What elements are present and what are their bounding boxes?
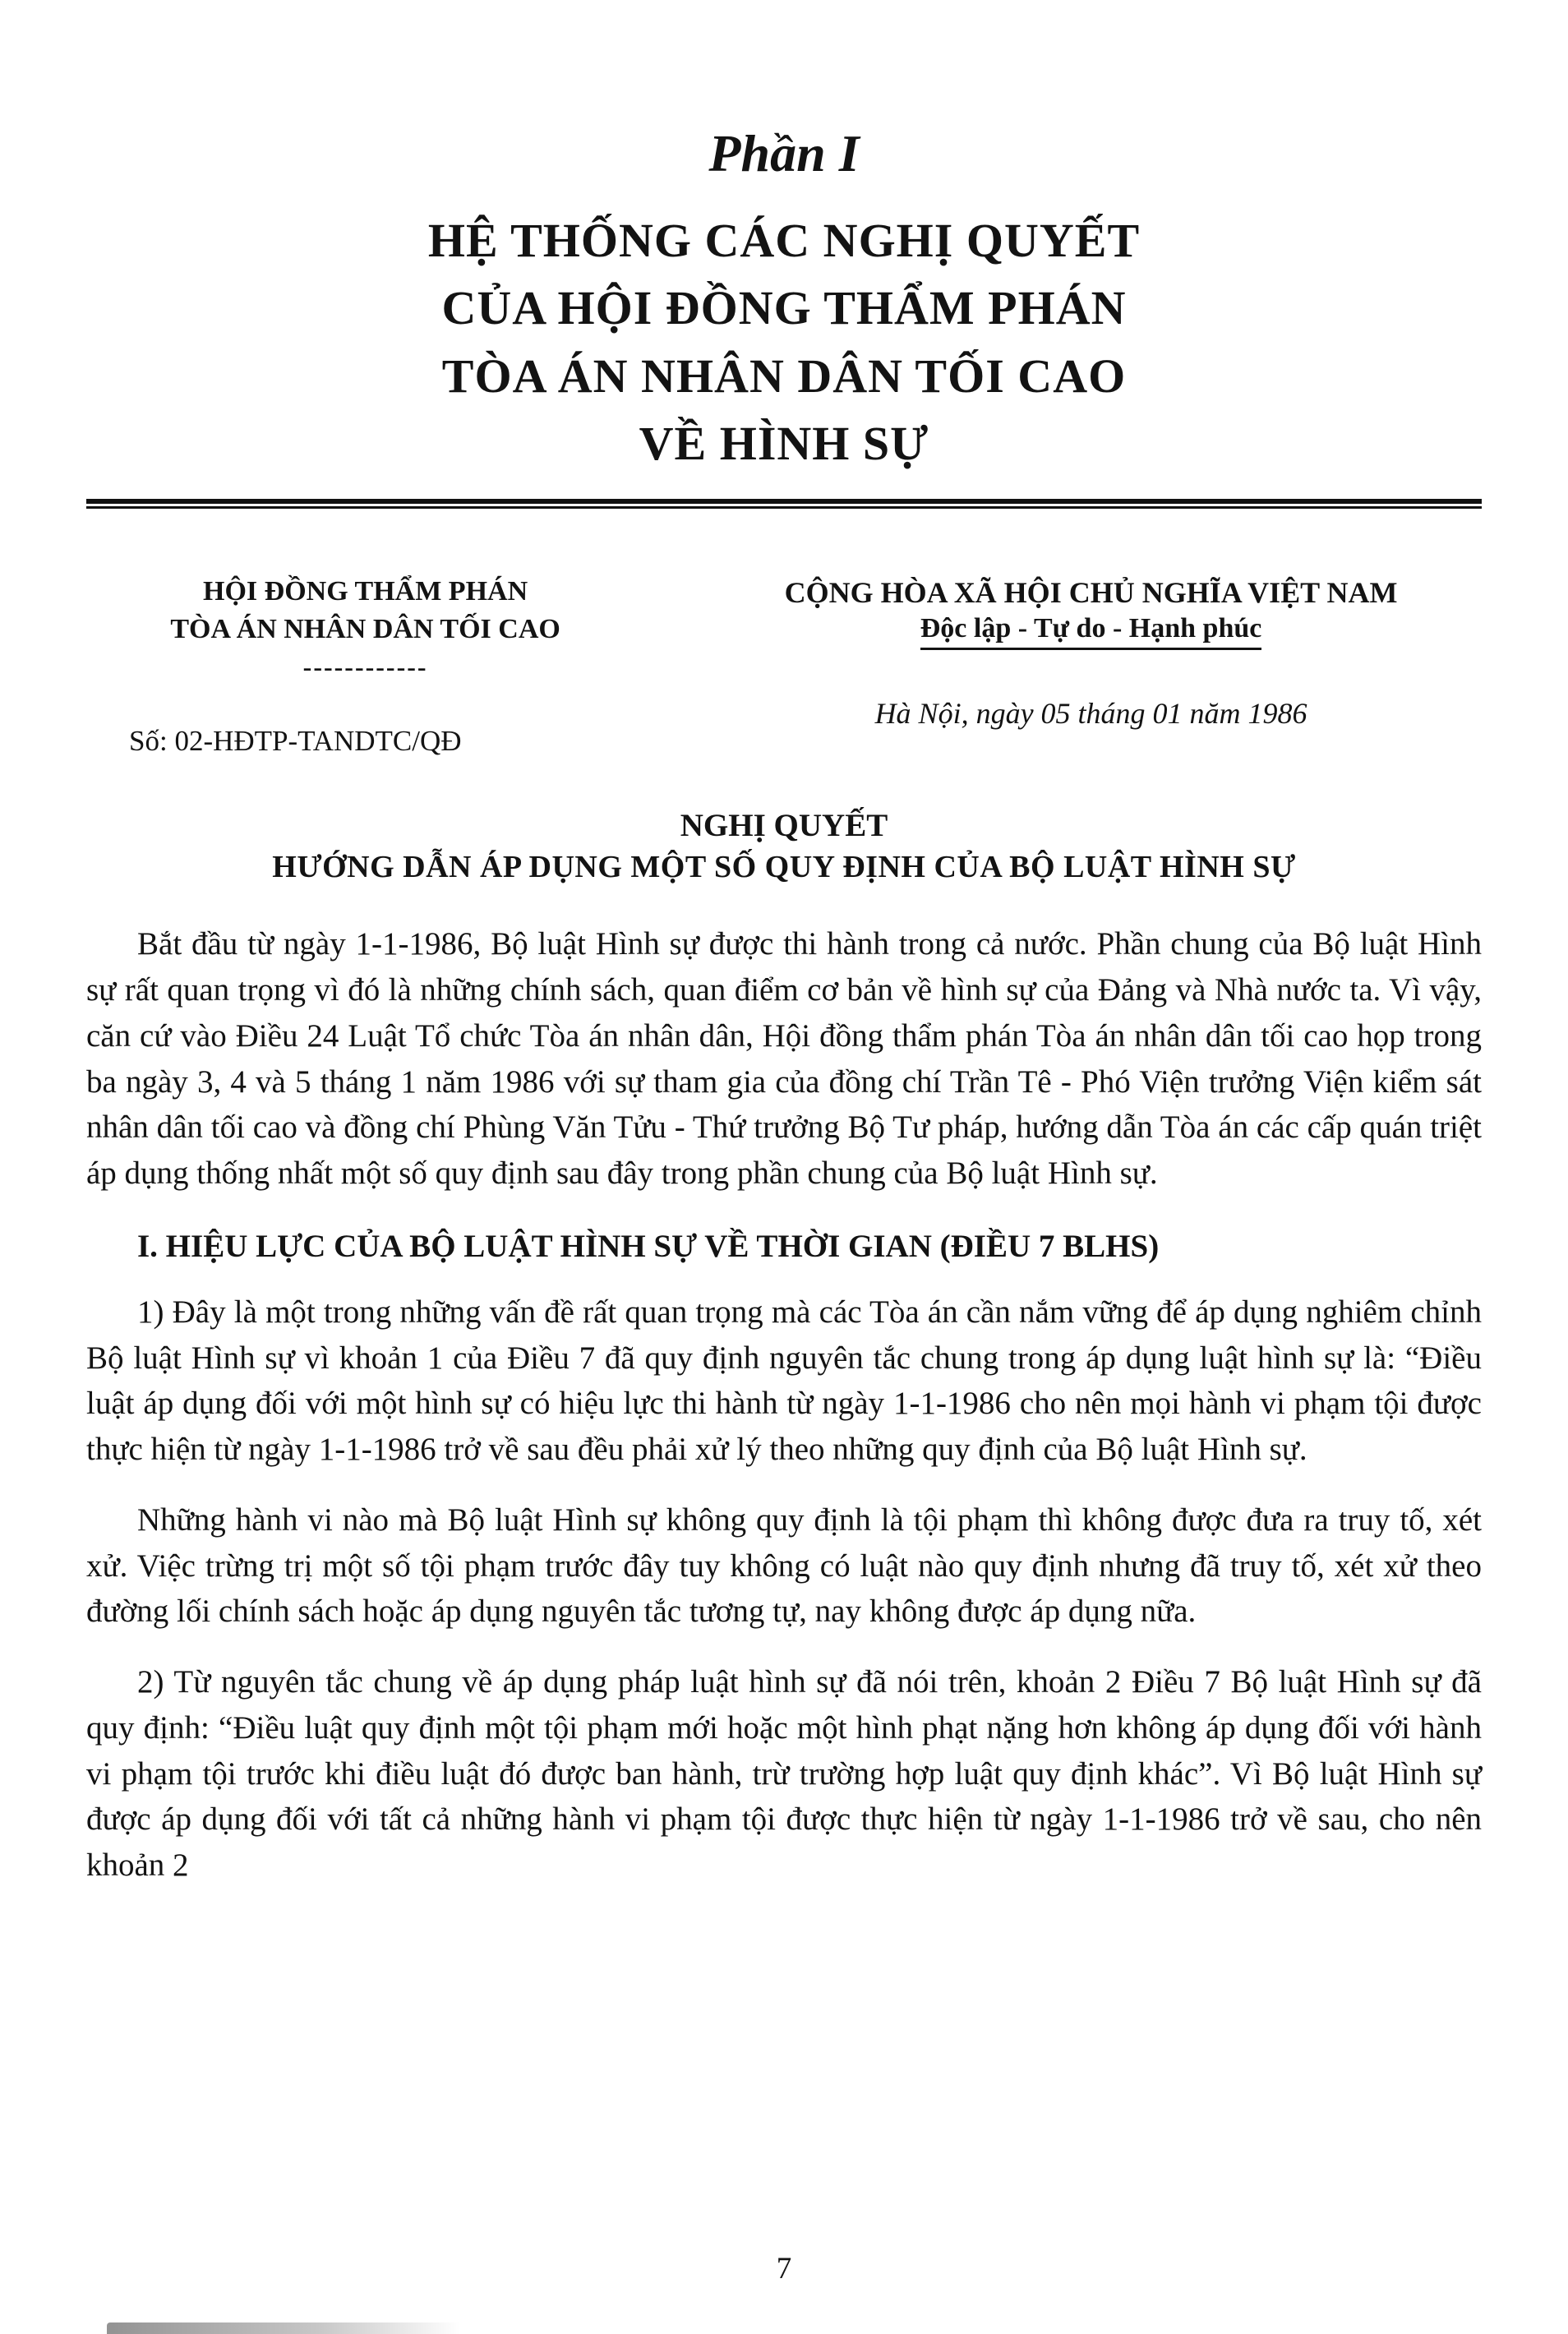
page-number: 7	[776, 2252, 792, 2286]
org-divider-dashes: ------------	[302, 652, 428, 682]
resolution-subtitle: HƯỚNG DẪN ÁP DỤNG MỘT SỐ QUY ĐỊNH CỦA BỘ LUẬT HÌNH SỰ	[272, 850, 1296, 885]
section-1-heading: I. HIỆU LỰC CỦA BỘ LUẬT HÌNH SỰ VỀ THỜI GIAN (ĐIỀU 7 BLHS)	[137, 1228, 1160, 1264]
double-rule-divider	[86, 499, 1482, 509]
scan-artifact	[107, 2322, 460, 2334]
intro-paragraph: Bắt đầu từ ngày 1-1-1986, Bộ luật Hình sự được thi hành trong cả nước. Phần chung của Bộ luật Hình sự rất quan trọng vì đó là những chính sách, quan điểm cơ bản về hình sự của Đảng và Nhà nước ta. Vì vậy, căn cứ vào Điều 24 Luật Tổ chức Tòa án nhân dân, Hội đồng thẩm phán Tòa án nhân dân tối cao họp trong ba ngày 3, 4 và 5 tháng 1 năm 1986 với sự tham gia của đồng chí Trần Tê - Phó Viện trưởng Viện kiểm sát nhân dân tối cao và đồng chí Phùng Văn Tửu - Thứ trưởng Bộ Tư pháp, hướng dẫn Tòa án các cấp quán triệt áp dụng thống nhất một số quy định sau đây trong phần chung của Bộ luật Hình sự.	[86, 926, 1482, 1192]
section-1-paragraph-3: 2) Từ nguyên tắc chung về áp dụng pháp luật hình sự đã nói trên, khoản 2 Điều 7 Bộ luật Hình sự đã quy định: “Điều luật quy định một tội phạm mới hoặc một hình phạt nặng hơn không áp dụng đối với hành vi phạm tội trước khi điều luật đó được ban hành, trừ trường hợp luật quy định khác”. Vì Bộ luật Hình sự được áp dụng đối với tất cả những hành vi phạm tội được thực hiện từ ngày 1-1-1986 trở về sau, cho nên khoản 2	[86, 1664, 1482, 1884]
section-1-paragraph-1: 1) Đây là một trong những vấn đề rất quan trọng mà các Tòa án cần nắm vững để áp dụng nghiêm chỉnh Bộ luật Hình sự vì khoản 1 của Điều 7 đã quy định nguyên tắc chung trong áp dụng luật hình sự là: “Điều luật áp dụng đối với một hình sự có hiệu lực thi hành từ ngày 1-1-1986 cho nên mọi hành vi phạm tội được thực hiện từ ngày 1-1-1986 trở về sau đều phải xử lý theo những quy định của Bộ luật Hình sự.	[86, 1294, 1482, 1468]
document-number: Số: 02-HĐTP-TANDTC/QĐ	[129, 725, 462, 758]
place-and-date: Hà Nội, ngày 05 tháng 01 năm 1986	[874, 697, 1307, 731]
main-title-line-2: CỦA HỘI ĐỒNG THẨM PHÁN	[441, 281, 1127, 335]
main-title	[86, 207, 1482, 477]
main-title-line-4: VỀ HÌNH SỰ	[639, 417, 929, 471]
part-title: Phần I	[708, 124, 860, 182]
letterhead	[86, 573, 1482, 758]
main-title-line-1: HỆ THỐNG CÁC NGHỊ QUYẾT	[427, 214, 1141, 267]
main-title-line-3: TÒA ÁN NHÂN DÂN TỐI CAO	[441, 348, 1127, 403]
letterhead-national-header	[700, 573, 1482, 731]
national-motto: Độc lập - Tự do - Hạnh phúc	[920, 613, 1262, 650]
resolution-title: NGHỊ QUYẾT	[680, 808, 888, 844]
section-1-paragraph-2: Những hành vi nào mà Bộ luật Hình sự không quy định là tội phạm thì không được đưa ra truy tố, xét xử. Việc trừng trị một số tội phạm trước đây tuy không có luật nào quy định nhưng đã truy tố, xét xử theo đường lối chính sách hoặc áp dụng nguyên tắc tương tự, nay không được áp dụng nữa.	[86, 1501, 1482, 1630]
letterhead-issuing-org	[86, 573, 644, 758]
country-name: CỘNG HÒA XÃ HỘI CHỦ NGHĨA VIỆT NAM	[784, 576, 1398, 610]
org-name-line-2: TÒA ÁN NHÂN DÂN TỐI CAO	[170, 614, 560, 645]
org-name-line-1: HỘI ĐỒNG THẨM PHÁN	[203, 576, 528, 607]
